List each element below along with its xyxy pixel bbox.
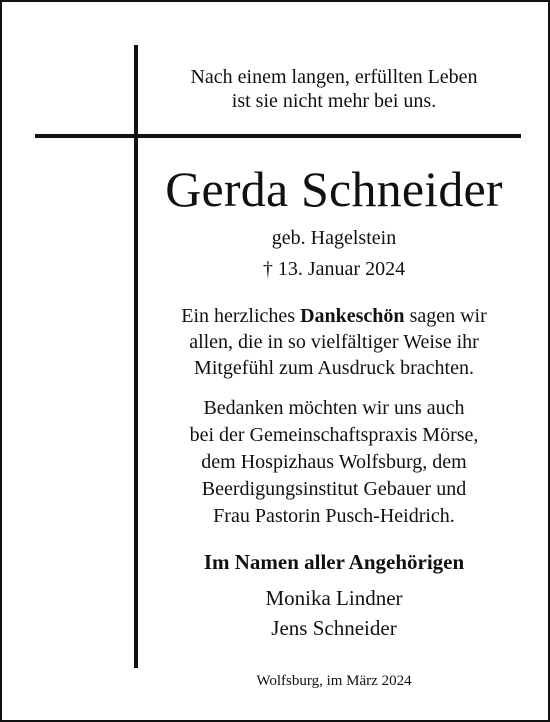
place-date: Wolfsburg, im März 2024	[256, 673, 412, 689]
mourner-name: Monika Lindner	[265, 586, 403, 610]
death-date: † 13. Januar 2024	[262, 258, 406, 280]
thanks-text	[148, 303, 520, 381]
thanks-line-1	[148, 303, 520, 329]
institutions-text	[148, 395, 520, 530]
maiden-name: geb. Hagelstein	[271, 227, 397, 249]
thanks-line-1-before: Ein herzliches	[181, 305, 301, 327]
family-heading: Im Namen aller Angehörigen	[203, 550, 465, 574]
institution-line-3: dem Hospizhaus Wolfsburg, dem	[201, 451, 467, 473]
institution-line-5: Frau Pastorin Pusch-Heidrich.	[213, 505, 455, 527]
cross-horizontal-bar	[35, 134, 521, 138]
intro-line-1: Nach einem langen, erfüllten Leben	[190, 66, 478, 88]
thanks-line-1-after: sagen wir	[404, 305, 487, 327]
intro-text	[148, 65, 520, 113]
thanks-emphasis: Dankeschön	[300, 305, 405, 327]
thanks-line-2: allen, die in so vielfältiger Weise ihr	[189, 331, 479, 353]
mourner-name: Jens Schneider	[271, 616, 397, 640]
institution-line-1: Bedanken möchten wir uns auch	[203, 397, 465, 419]
intro-line-2: ist sie nicht mehr bei uns.	[231, 90, 437, 112]
institution-line-2: bei der Gemeinschaftspraxis Mörse,	[189, 424, 479, 446]
thanks-line-3: Mitgefühl zum Ausdruck brachten.	[194, 357, 474, 379]
cross-vertical-bar	[134, 45, 138, 668]
institution-line-4: Beerdigungsinstitut Gebauer und	[201, 478, 467, 500]
deceased-name: Gerda Schneider	[165, 161, 503, 217]
